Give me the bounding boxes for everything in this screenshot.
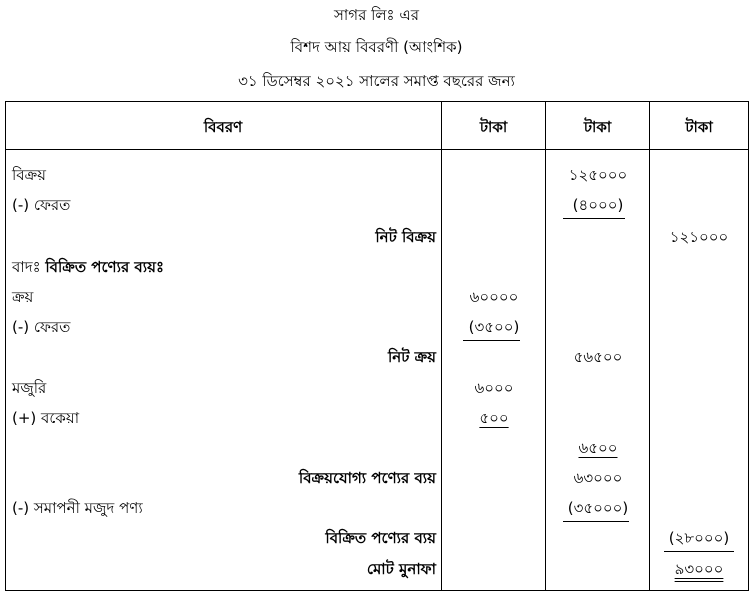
row-label-cogs: বিক্রিত পণ্যের ব্যয়	[325, 529, 436, 547]
statement-period: ৩১ ডিসেম্বর ২০২১ সালের সমাপ্ত বছরের জন্য	[238, 72, 515, 90]
column-header-amount-1: টাকা	[479, 118, 508, 136]
row-label-purchase-return: (-) ফেরত	[12, 318, 71, 336]
row-label-sales-return: (-) ফেরত	[12, 196, 71, 214]
amount-net-sales: ১২১০০০	[669, 228, 729, 246]
row-label-net-purchases: নিট ক্রয়	[387, 348, 436, 366]
amount-accrued: ৫০০	[479, 409, 509, 427]
row-label-gross-profit: মোট মুনাফা	[366, 560, 436, 578]
column-header-description: বিবরণ	[203, 118, 243, 136]
header-divider	[5, 149, 749, 150]
heading-cogs: বিক্রিত পণ্যের ব্যয়ঃ	[45, 258, 164, 276]
subtotal-line	[664, 551, 734, 552]
amount-purchases: ৬০০০০	[469, 288, 519, 306]
subtotal-line	[463, 340, 520, 341]
column-divider	[441, 101, 442, 591]
subtotal-line	[563, 218, 625, 219]
amount-purchase-return: (৩৫০০)	[468, 318, 520, 336]
amount-total-wages: ৬৫০০	[578, 439, 618, 457]
row-label-accrued: (+) বকেয়া	[12, 409, 80, 427]
amount-wages: ৬০০০	[474, 379, 514, 397]
amount-net-purchases: ৫৬৫০০	[573, 348, 623, 366]
amount-goods-available: ৬৩০০০	[573, 469, 623, 487]
subtotal-line	[563, 521, 629, 522]
company-name: সাগর লিঃ এর	[333, 6, 419, 24]
row-label-sales: বিক্রয়	[12, 166, 47, 184]
amount-gross-profit: ৯৩০০০	[674, 560, 724, 578]
amount-cogs: (২৮০০০)	[668, 529, 730, 547]
amount-closing-stock: (৩৫০০০)	[567, 499, 629, 517]
row-label-less-cogs	[12, 258, 164, 276]
amount-sales-return: (৪০০০)	[572, 196, 624, 214]
row-label-closing-stock: (-) সমাপনী মজুদ পণ্য	[12, 499, 143, 517]
row-label-net-sales: নিট বিক্রয়	[375, 228, 436, 246]
column-header-amount-3: টাকা	[685, 118, 713, 136]
column-header-amount-2: টাকা	[583, 118, 612, 136]
amount-sales: ১২৫০০০	[568, 166, 628, 184]
row-label-goods-available: বিক্রয়যোগ্য পণ্যের ব্যয়	[298, 469, 436, 487]
prefix-less: বাদঃ	[12, 258, 46, 276]
row-label-wages: মজুরি	[12, 379, 47, 397]
row-label-purchases: ক্রয়	[12, 288, 34, 306]
statement-title: বিশদ আয় বিবরণী (আংশিক)	[290, 38, 463, 56]
